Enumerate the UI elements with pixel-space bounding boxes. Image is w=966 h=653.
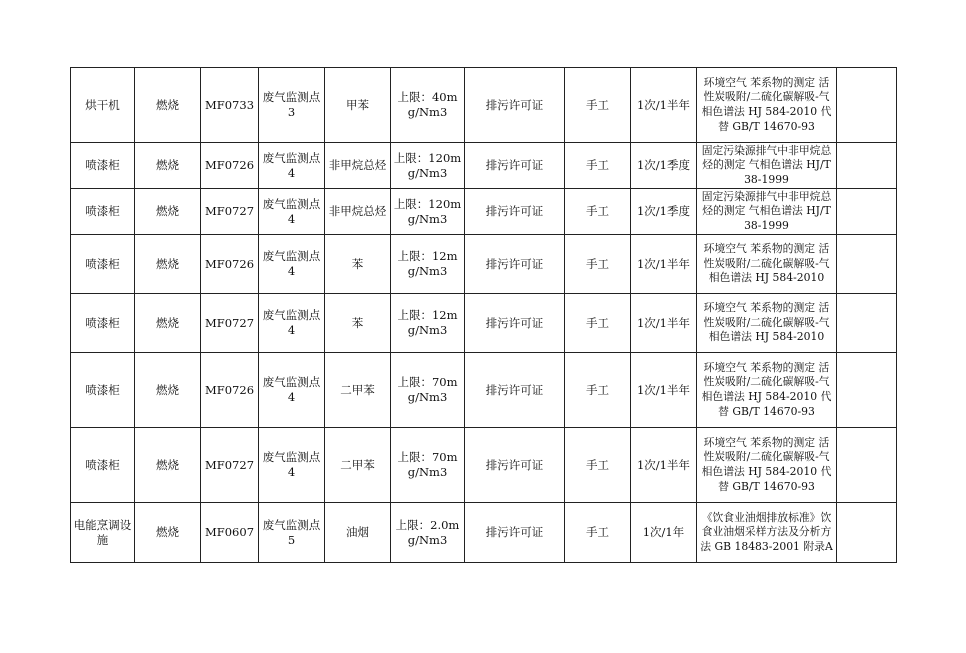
basis-cell: 排污许可证 bbox=[465, 235, 565, 294]
pollutant-cell: 油烟 bbox=[325, 503, 391, 563]
outlet-cell: MF0607 bbox=[201, 503, 259, 563]
frequency-cell: 1次/1半年 bbox=[631, 235, 697, 294]
limit-cell: 上限：70mg/Nm3 bbox=[391, 353, 465, 428]
extra-cell bbox=[837, 294, 897, 353]
table-body bbox=[71, 68, 897, 563]
frequency-cell: 1次/1季度 bbox=[631, 143, 697, 189]
outlet-cell: MF0726 bbox=[201, 143, 259, 189]
process-cell: 燃烧 bbox=[135, 143, 201, 189]
table-row bbox=[71, 294, 897, 353]
limit-cell: 上限：12mg/Nm3 bbox=[391, 235, 465, 294]
equipment-cell: 烘干机 bbox=[71, 68, 135, 143]
limit-cell: 上限：2.0mg/Nm3 bbox=[391, 503, 465, 563]
extra-cell bbox=[837, 68, 897, 143]
pollutant-cell: 非甲烷总烃 bbox=[325, 143, 391, 189]
mode-cell: 手工 bbox=[565, 294, 631, 353]
method-cell: 《饮食业油烟排放标准》饮食业油烟采样方法及分析方法 GB 18483-2001 附录A bbox=[697, 503, 837, 563]
process-cell: 燃烧 bbox=[135, 503, 201, 563]
basis-cell: 排污许可证 bbox=[465, 143, 565, 189]
table-row bbox=[71, 189, 897, 235]
extra-cell bbox=[837, 428, 897, 503]
monitoring-table bbox=[70, 67, 897, 563]
extra-cell bbox=[837, 353, 897, 428]
monitoring-point-cell: 废气监测点4 bbox=[259, 353, 325, 428]
frequency-cell: 1次/1年 bbox=[631, 503, 697, 563]
limit-cell: 上限：70mg/Nm3 bbox=[391, 428, 465, 503]
process-cell: 燃烧 bbox=[135, 428, 201, 503]
table-row bbox=[71, 353, 897, 428]
process-cell: 燃烧 bbox=[135, 68, 201, 143]
equipment-cell: 电能烹调设施 bbox=[71, 503, 135, 563]
frequency-cell: 1次/1半年 bbox=[631, 294, 697, 353]
basis-cell: 排污许可证 bbox=[465, 294, 565, 353]
outlet-cell: MF0727 bbox=[201, 428, 259, 503]
frequency-cell: 1次/1半年 bbox=[631, 353, 697, 428]
pollutant-cell: 非甲烷总烃 bbox=[325, 189, 391, 235]
frequency-cell: 1次/1半年 bbox=[631, 428, 697, 503]
table-row bbox=[71, 503, 897, 563]
mode-cell: 手工 bbox=[565, 428, 631, 503]
pollutant-cell: 苯 bbox=[325, 294, 391, 353]
limit-cell: 上限：40mg/Nm3 bbox=[391, 68, 465, 143]
mode-cell: 手工 bbox=[565, 189, 631, 235]
pollutant-cell: 甲苯 bbox=[325, 68, 391, 143]
method-cell: 环境空气 苯系物的测定 活性炭吸附/二硫化碳解吸-气相色谱法 HJ 584-2010 bbox=[697, 235, 837, 294]
monitoring-point-cell: 废气监测点4 bbox=[259, 143, 325, 189]
pollutant-cell: 二甲苯 bbox=[325, 353, 391, 428]
frequency-cell: 1次/1季度 bbox=[631, 189, 697, 235]
process-cell: 燃烧 bbox=[135, 294, 201, 353]
method-cell: 固定污染源排气中非甲烷总烃的测定 气相色谱法 HJ/T 38-1999 bbox=[697, 189, 837, 235]
table-row bbox=[71, 428, 897, 503]
monitoring-point-cell: 废气监测点4 bbox=[259, 428, 325, 503]
pollutant-cell: 苯 bbox=[325, 235, 391, 294]
extra-cell bbox=[837, 143, 897, 189]
method-cell: 环境空气 苯系物的测定 活性炭吸附/二硫化碳解吸-气相色谱法 HJ 584-2010 bbox=[697, 294, 837, 353]
method-cell: 环境空气 苯系物的测定 活性炭吸附/二硫化碳解吸-气相色谱法 HJ 584-2010 代替 GB/T 14670-93 bbox=[697, 68, 837, 143]
method-cell: 环境空气 苯系物的测定 活性炭吸附/二硫化碳解吸-气相色谱法 HJ 584-2010 代替 GB/T 14670-93 bbox=[697, 353, 837, 428]
method-cell: 固定污染源排气中非甲烷总烃的测定 气相色谱法 HJ/T 38-1999 bbox=[697, 143, 837, 189]
mode-cell: 手工 bbox=[565, 353, 631, 428]
equipment-cell: 喷漆柜 bbox=[71, 143, 135, 189]
method-cell: 环境空气 苯系物的测定 活性炭吸附/二硫化碳解吸-气相色谱法 HJ 584-2010 代替 GB/T 14670-93 bbox=[697, 428, 837, 503]
process-cell: 燃烧 bbox=[135, 353, 201, 428]
pollutant-cell: 二甲苯 bbox=[325, 428, 391, 503]
equipment-cell: 喷漆柜 bbox=[71, 235, 135, 294]
mode-cell: 手工 bbox=[565, 68, 631, 143]
process-cell: 燃烧 bbox=[135, 235, 201, 294]
limit-cell: 上限：12mg/Nm3 bbox=[391, 294, 465, 353]
outlet-cell: MF0733 bbox=[201, 68, 259, 143]
basis-cell: 排污许可证 bbox=[465, 503, 565, 563]
process-cell: 燃烧 bbox=[135, 189, 201, 235]
table-row bbox=[71, 143, 897, 189]
monitoring-point-cell: 废气监测点4 bbox=[259, 235, 325, 294]
monitoring-point-cell: 废气监测点5 bbox=[259, 503, 325, 563]
monitoring-point-cell: 废气监测点4 bbox=[259, 189, 325, 235]
outlet-cell: MF0727 bbox=[201, 294, 259, 353]
extra-cell bbox=[837, 189, 897, 235]
table-row bbox=[71, 235, 897, 294]
equipment-cell: 喷漆柜 bbox=[71, 428, 135, 503]
equipment-cell: 喷漆柜 bbox=[71, 353, 135, 428]
outlet-cell: MF0726 bbox=[201, 235, 259, 294]
equipment-cell: 喷漆柜 bbox=[71, 189, 135, 235]
table-row bbox=[71, 68, 897, 143]
basis-cell: 排污许可证 bbox=[465, 189, 565, 235]
extra-cell bbox=[837, 235, 897, 294]
frequency-cell: 1次/1半年 bbox=[631, 68, 697, 143]
monitoring-point-cell: 废气监测点3 bbox=[259, 68, 325, 143]
equipment-cell: 喷漆柜 bbox=[71, 294, 135, 353]
basis-cell: 排污许可证 bbox=[465, 68, 565, 143]
mode-cell: 手工 bbox=[565, 235, 631, 294]
mode-cell: 手工 bbox=[565, 503, 631, 563]
outlet-cell: MF0726 bbox=[201, 353, 259, 428]
limit-cell: 上限：120mg/Nm3 bbox=[391, 143, 465, 189]
extra-cell bbox=[837, 503, 897, 563]
basis-cell: 排污许可证 bbox=[465, 353, 565, 428]
mode-cell: 手工 bbox=[565, 143, 631, 189]
limit-cell: 上限：120mg/Nm3 bbox=[391, 189, 465, 235]
monitoring-point-cell: 废气监测点4 bbox=[259, 294, 325, 353]
basis-cell: 排污许可证 bbox=[465, 428, 565, 503]
outlet-cell: MF0727 bbox=[201, 189, 259, 235]
